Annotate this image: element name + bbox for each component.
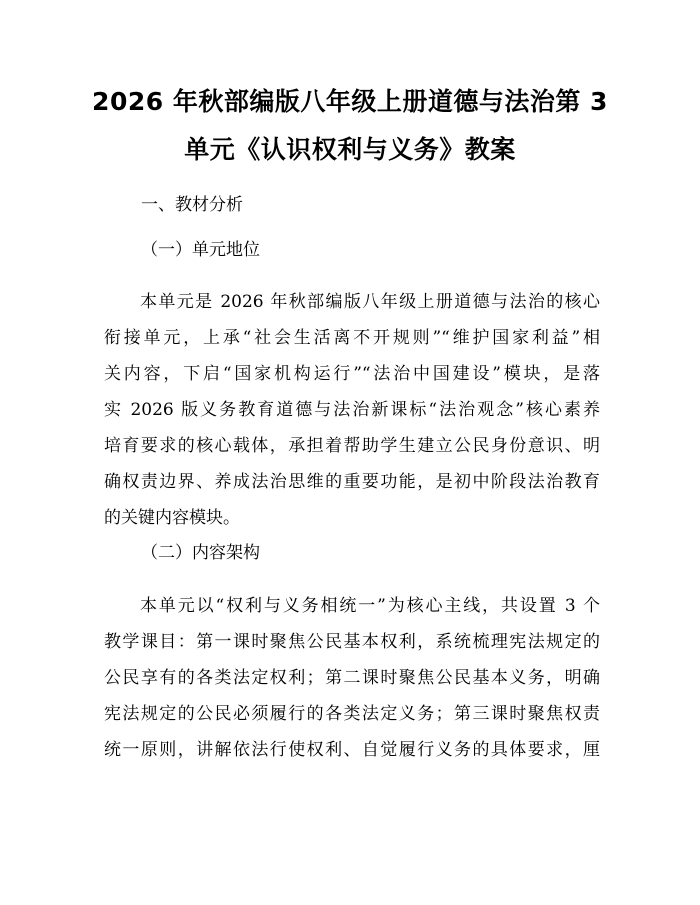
document-title-line-2: 单元《认识权利与义务》教案 [184, 135, 516, 164]
paragraph-unit-position [104, 284, 600, 536]
paragraph-line: 关内容，下启“国家机构运行”“法治中国建设”模块，是落 [104, 364, 600, 384]
paragraph-line: 培育要求的核心载体，承担着帮助学生建立公民身份意识、明 [104, 436, 600, 456]
paragraph-line: 本单元是 2026 年秋部编版八年级上册道德与法治的核心 [140, 292, 600, 312]
paragraph-line: 宪法规定的公民必须履行的各类法定义务；第三课时聚焦权责 [104, 704, 600, 724]
paragraph-line: 公民享有的各类法定权利；第二课时聚焦公民基本义务，明确 [104, 668, 600, 688]
paragraph-line: 本单元以“权利与义务相统一”为核心主线，共设置 3 个 [140, 596, 600, 616]
paragraph-line: 确权责边界、养成法治思维的重要功能，是初中阶段法治教育 [104, 472, 600, 492]
paragraph-line: 教学课目：第一课时聚焦公民基本权利，系统梳理宪法规定的 [104, 632, 600, 652]
section-heading-textbook-analysis: 一、教材分析 [141, 195, 243, 215]
document-title-line-1: 2026 年秋部编版八年级上册道德与法治第 3 [92, 87, 608, 116]
paragraph-line: 衔接单元，上承“社会生活离不开规则”“维护国家利益”相 [104, 328, 600, 348]
subsection-heading-unit-position: （一）单元地位 [141, 240, 260, 260]
paragraph-content-structure [104, 588, 600, 768]
paragraph-line: 统一原则，讲解依法行使权利、自觉履行义务的具体要求，厘 [104, 740, 600, 760]
paragraph-line: 实 2026 版义务教育道德与法治新课标“法治观念”核心素养 [104, 400, 600, 420]
paragraph-line: 的关键内容模块。 [104, 508, 240, 528]
subsection-heading-content-structure: （二）内容架构 [141, 543, 260, 563]
